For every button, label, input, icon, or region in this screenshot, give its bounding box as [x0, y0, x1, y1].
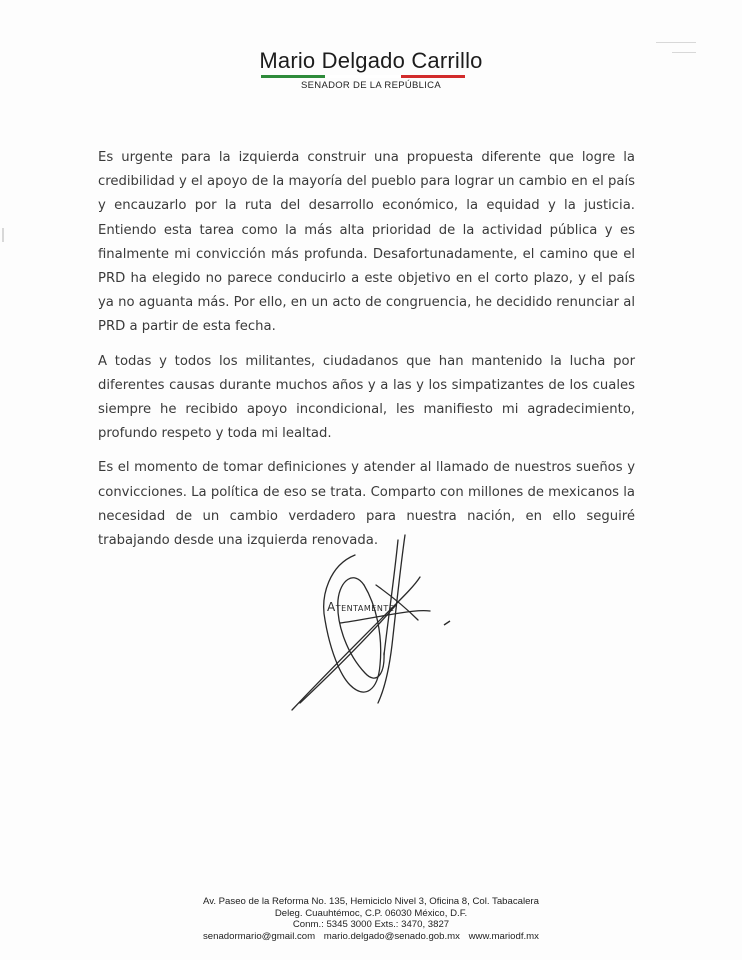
sender-title: SENADOR DE LA REPÚBLICA — [301, 80, 441, 91]
flag-stripe-white — [325, 75, 401, 78]
closing-salutation: Atentamente — [327, 600, 395, 614]
sender-name: Mario Delgado Carrillo — [259, 48, 483, 73]
footer-phone: Conm.: 5345 3000 Exts.: 3470, 3827 — [292, 919, 450, 931]
scan-artifact — [2, 228, 4, 242]
footer-address-line1: Av. Paseo de la Reforma No. 135, Hemiciclo Nivel 3, Oficina 8, Col. Tabacalera — [203, 896, 539, 907]
footer-website: www.mariodf.mx — [468, 930, 539, 942]
footer-email-primary: senadormario@gmail.com — [203, 930, 316, 942]
flag-stripe-red — [401, 75, 465, 78]
paragraph-3: Es el momento de tomar definiciones y atender al llamado de nuestros sueños y convicciones. La política de eso se trata. Comparto con millones de mexicanos la necesidad de un cambio verdadero para nuestra nación, en ello seguiré trabajando desde una izquierda renovada. — [98, 460, 635, 549]
paragraph-2: A todas y todos los militantes, ciudadanos que han mantenido la lucha por diferentes causas durante muchos años y a las y los simpatizantes de los cuales siempre he recibido apoyo incondicional, les manifiesto mi agradecimiento, profundo respeto y toda mi lealtad. — [98, 353, 635, 442]
paragraph-1: Es urgente para la izquierda construir una propuesta diferente que logre la credibilidad y el apoyo de la mayoría del pueblo para lograr un cambio en el país y encauzarlo por la ruta del desarrollo económico, la equidad y la justicia. Entiendo esta tarea como la más alta prioridad de la actividad pública y es finalmente mi convicción más profunda. Desafortunadamente, el camino que el PRD ha elegido no parece conducirlo a este objetivo en el corto plazo, y el país ya no aguanta más. Por ello, en un acto de congruencia, he decidido renunciar al PRD a partir de esta fecha. — [98, 150, 635, 335]
letterhead — [0, 48, 742, 74]
footer-address-line2: Deleg. Cuauhtémoc, C.P. 06030 México, D.F. — [274, 907, 468, 919]
letter-body — [98, 146, 635, 563]
signature-mark — [444, 621, 450, 625]
flag-color-rule — [261, 75, 465, 78]
letter-footer — [0, 896, 742, 942]
footer-contact-line — [0, 931, 742, 943]
footer-email-senate: mario.delgado@senado.gob.mx — [323, 930, 460, 942]
scan-artifact — [656, 42, 696, 43]
flag-stripe-green — [261, 75, 325, 78]
scan-artifact — [672, 52, 696, 53]
handwritten-signature — [280, 525, 470, 725]
